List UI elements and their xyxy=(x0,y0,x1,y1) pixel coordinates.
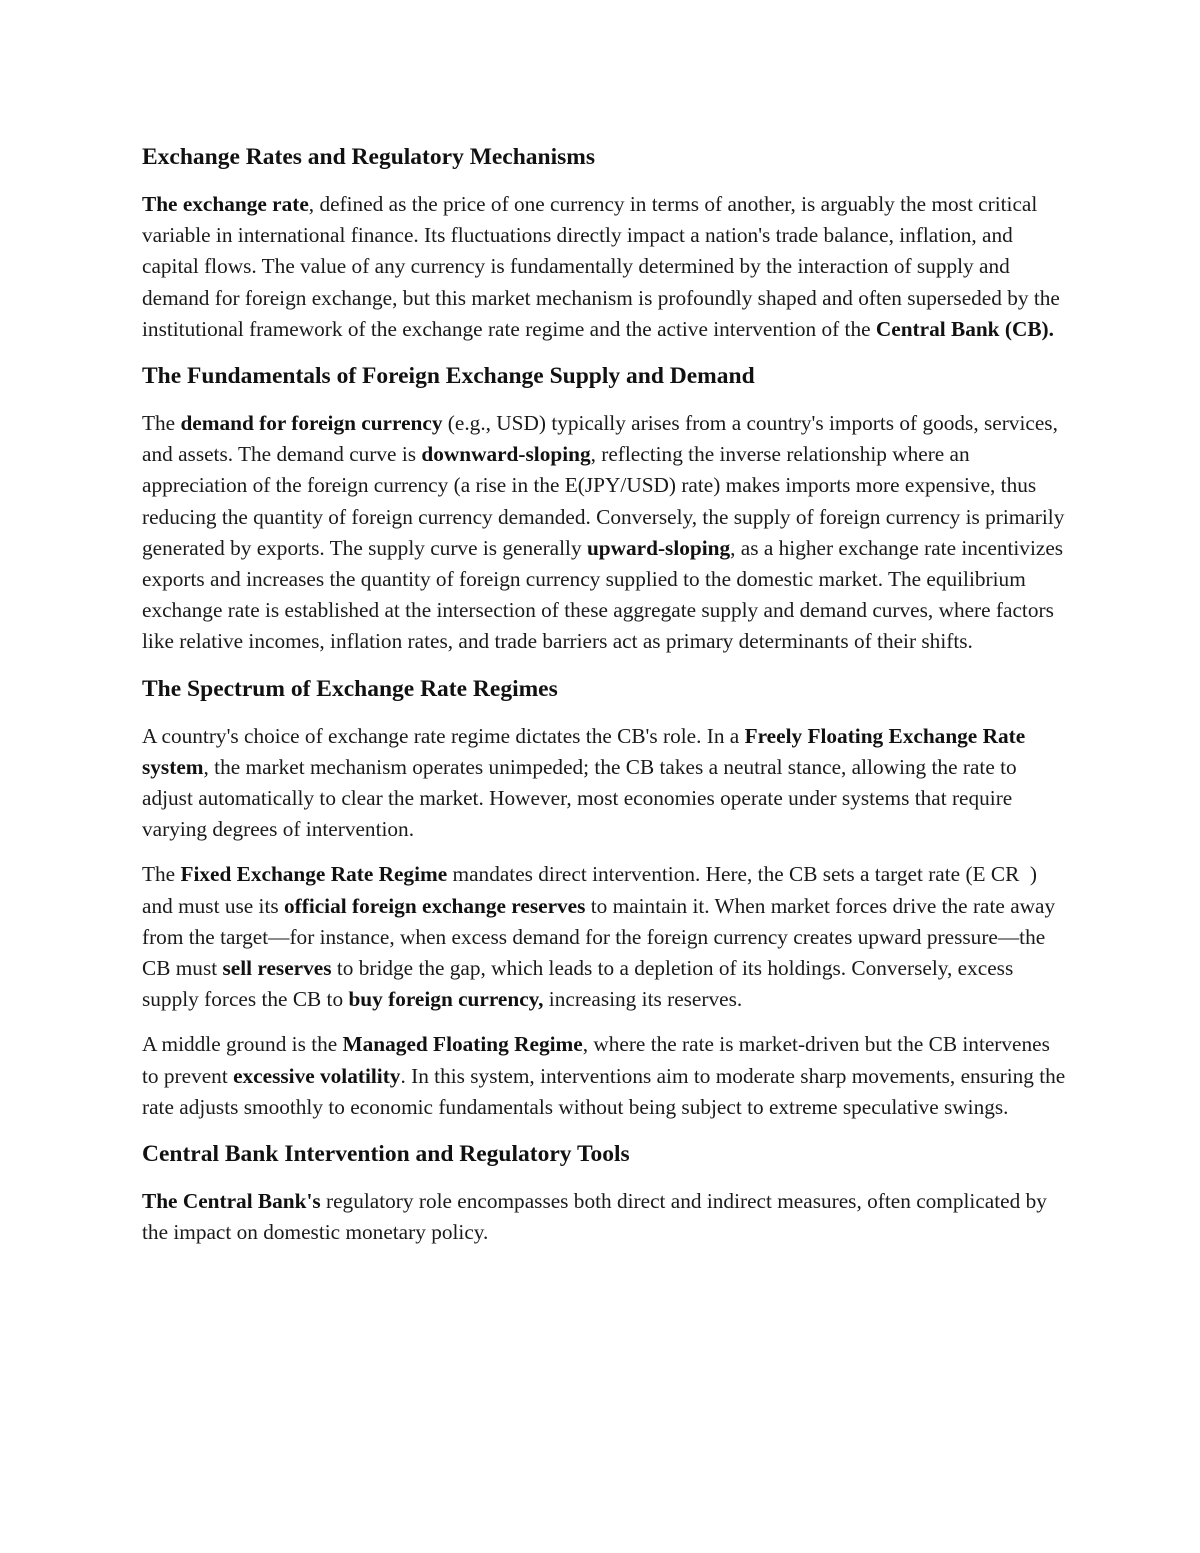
text-run: regulatory role encompasses both direct and indirect measures, often complicated by the impact on domestic monetary policy. xyxy=(142,1189,1047,1245)
section-heading: The Spectrum of Exchange Rate Regimes xyxy=(142,675,558,702)
document-page xyxy=(142,140,1067,1262)
bold-term: official foreign exchange reserves xyxy=(283,893,586,918)
bold-term: Fixed Exchange Rate Regime xyxy=(180,862,448,887)
text-run: A middle ground is the xyxy=(142,1032,343,1057)
bold-term: excessive volatility xyxy=(233,1063,401,1088)
text-run: to bridge the gap, which leads to a depletion of its holdings. Conversely, excess supply forces the CB to xyxy=(142,956,1014,1012)
section-paragraph xyxy=(142,721,1067,846)
bold-term: Central Bank (CB). xyxy=(875,316,1054,341)
intro-paragraph xyxy=(142,189,1067,345)
text-run: mandates direct intervention. Here, the CB sets a target rate (E CR ) and must use its xyxy=(142,862,1038,918)
bold-term: Freely Floating Exchange Rate system xyxy=(142,723,1026,779)
text-run: increasing its reserves. xyxy=(543,987,743,1012)
text-run: , the market mechanism operates unimpeded; the CB takes a neutral stance, allowing the rate to adjust automatically to clear the market. However, most economies operate under systems that require varying degrees of intervention. xyxy=(142,754,1017,842)
text-run: , reflecting the inverse relationship where an appreciation of the foreign currency (a rise in the E(JPY/USD) rate) makes imports more expensive, thus reducing the quantity of foreign currency demanded. Conversely, the supply of foreign currency is primarily generated by exports. The supply curve is generally xyxy=(142,442,1065,560)
text-run: to maintain it. When market forces drive the rate away from the target—for instance, when excess demand for the foreign currency creates upward pressure—the CB must xyxy=(142,893,1056,981)
text-run: (e.g., USD) typically arises from a country's imports of goods, services, and assets. The demand curve is xyxy=(142,411,1058,467)
bold-term: downward-sloping xyxy=(421,442,591,467)
bold-term: sell reserves xyxy=(222,956,332,981)
section-paragraph xyxy=(142,859,1067,1015)
bold-term: upward-sloping xyxy=(586,535,731,560)
bold-term: buy foreign currency, xyxy=(348,987,544,1012)
section-paragraph xyxy=(142,1029,1067,1123)
text-run: , as a higher exchange rate incentivizes exports and increases the quantity of foreign currency supplied to the domestic market. The equilibrium exchange rate is established at the intersection of these aggregate supply and demand curves, where factors like relative incomes, inflation rates, and trade barriers act as primary determinants of their shifts. xyxy=(142,535,1064,654)
bold-term: Managed Floating Regime xyxy=(342,1032,583,1057)
bold-term: The exchange rate xyxy=(142,192,309,216)
section-heading: The Fundamentals of Foreign Exchange Supply and Demand xyxy=(142,363,755,390)
section-heading: Central Bank Intervention and Regulatory Tools xyxy=(142,1141,630,1168)
text-run: , where the rate is market-driven but the CB intervenes to prevent xyxy=(142,1032,1050,1088)
text-run: The xyxy=(142,862,181,887)
text-run: A country's choice of exchange rate regime dictates the CB's role. In a xyxy=(142,723,745,748)
text-run: The xyxy=(142,411,181,436)
document-title: Exchange Rates and Regulatory Mechanisms xyxy=(142,144,596,170)
section-paragraph xyxy=(142,408,1067,658)
text-run: . In this system, interventions aim to moderate sharp movements, ensuring the rate adjusts smoothly to economic fundamentals without being subject to extreme speculative swings. xyxy=(142,1063,1066,1119)
bold-term: demand for foreign currency xyxy=(180,411,443,436)
bold-term: The Central Bank's xyxy=(142,1189,321,1214)
text-run: , defined as the price of one currency in terms of another, is arguably the most critical variable in international finance. Its fluctuations directly impact a nation's trade balance, inflation, and capital flows. The value of any currency is fundamentally determined by the interaction of supply and demand for foreign exchange, but this market mechanism is profoundly shaped and often superseded by the institutional framework of the exchange rate regime and the active intervention of the xyxy=(142,192,1060,341)
section-paragraph xyxy=(142,1186,1067,1248)
